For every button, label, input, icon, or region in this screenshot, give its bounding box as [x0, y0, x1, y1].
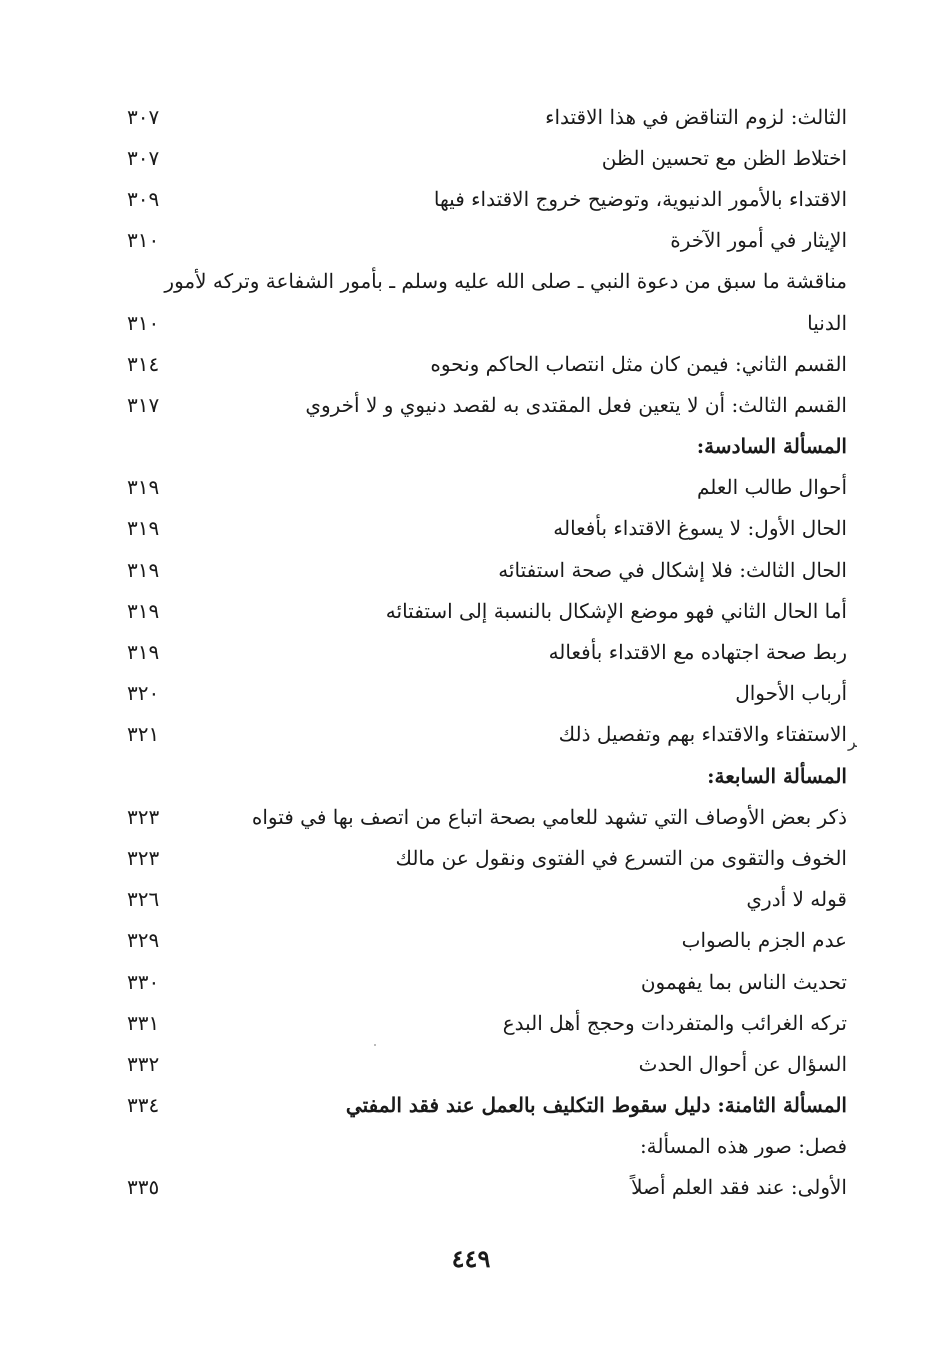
toc-entry-page: ٣١٠ [127, 310, 160, 335]
toc-entry [127, 714, 847, 755]
toc-entry-title: أرباب الأحوال [735, 681, 847, 706]
toc-entry [127, 920, 847, 961]
toc-entry-title: الدنيا [807, 310, 847, 335]
toc-entry-page: ٣٣٥ [127, 1175, 160, 1200]
toc-entry-title: فصل: صور هذه المسألة: [639, 1134, 847, 1159]
toc-entry-title: المسألة السادسة: [696, 434, 847, 459]
toc-entry-title: المسألة السابعة: [707, 763, 847, 788]
toc-entry-page: ٣٠٧ [127, 104, 160, 129]
toc-entry [127, 302, 847, 343]
toc-entry [127, 631, 847, 672]
toc-entry [127, 879, 847, 920]
toc-entry [127, 837, 847, 878]
toc-entry [127, 1002, 847, 1043]
toc-entry-page: ٣٢١ [127, 722, 160, 747]
table-of-contents [127, 96, 847, 1208]
toc-entry-title: ذكر بعض الأوصاف التي تشهد للعامي بصحة اتباع من اتصف بها في فتواه [251, 804, 847, 829]
toc-entry-page: ٣٣٠ [127, 969, 160, 994]
toc-heading [127, 755, 847, 796]
toc-entry-page: ٣٣١ [127, 1010, 160, 1035]
toc-heading [127, 1085, 847, 1126]
toc-entry-title: السؤال عن أحوال الحدث [638, 1051, 847, 1076]
toc-entry-title: تحديث الناس بما يفهمون [640, 969, 847, 994]
toc-entry-page: ٣١٧ [127, 392, 160, 417]
toc-entry-page: ٣٢٠ [127, 681, 160, 706]
toc-entry-page: ٣٢٦ [127, 887, 160, 912]
toc-entry-title: الإيثار في أمور الآخرة [670, 228, 847, 253]
toc-entry [127, 467, 847, 508]
toc-entry [127, 178, 847, 219]
toc-entry-title: اختلاط الظن مع تحسين الظن [601, 145, 847, 170]
toc-entry [127, 96, 847, 137]
toc-entry-page: ٣٠٩ [127, 186, 160, 211]
toc-entry-title: القسم الثالث: أن لا يتعين فعل المقتدى به لقصد دنيوي و لا أخروي [305, 392, 847, 417]
toc-entry-title: الاقتداء بالأمور الدنيوية، وتوضيح خروج الاقتداء فيها [433, 186, 847, 211]
toc-entry-page: ٣٣٢ [127, 1051, 160, 1076]
toc-entry-page: ٣١٩ [127, 516, 160, 541]
toc-entry [127, 508, 847, 549]
toc-entry-title: القسم الثاني: فيمن كان مثل انتصاب الحاكم ونحوه [430, 351, 847, 376]
toc-entry [127, 220, 847, 261]
toc-entry-title: الأولى: عند فقد العلم أصلاً [631, 1175, 847, 1200]
toc-entry-page: ٣٢٣ [127, 845, 160, 870]
toc-entry [127, 1043, 847, 1084]
toc-entry-page: ٣٢٩ [127, 928, 160, 953]
toc-entry-page: ٣١٤ [127, 351, 160, 376]
toc-entry [127, 137, 847, 178]
toc-entry-title: أحوال طالب العلم [696, 475, 847, 500]
toc-entry [127, 1167, 847, 1208]
toc-heading [127, 426, 847, 467]
toc-entry [127, 673, 847, 714]
toc-entry [127, 384, 847, 425]
toc-entry-title: تركه الغرائب والمتفردات وحجج أهل البدع [502, 1010, 847, 1035]
toc-entry-title: قوله لا أدري [746, 887, 847, 912]
page-number: ٤٤٩ [451, 1244, 491, 1273]
toc-entry [127, 549, 847, 590]
toc-entry [127, 961, 847, 1002]
toc-entry-page: ٣٠٧ [127, 145, 160, 170]
toc-entry-page: ٣٢٣ [127, 804, 160, 829]
toc-entry-title: ربط صحة اجتهاده مع الاقتداء بأفعاله [548, 640, 847, 665]
toc-entry-page: ٣١٠ [127, 228, 160, 253]
toc-entry [127, 261, 847, 302]
toc-entry-page: ٣١٩ [127, 640, 160, 665]
toc-entry [127, 590, 847, 631]
toc-entry [127, 343, 847, 384]
toc-entry-title: مناقشة ما سبق من دعوة النبي ـ صلى الله عليه وسلم ـ بأمور الشفاعة وتركه لأمور [164, 269, 847, 294]
toc-entry-page: ٣١٩ [127, 557, 160, 582]
toc-entry [127, 1126, 847, 1167]
toc-entry-title: عدم الجزم بالصواب [681, 928, 847, 953]
toc-entry-page: ٣٣٤ [127, 1093, 160, 1118]
speck [374, 1044, 376, 1046]
toc-entry-title: الاستفتاء والاقتداء بهم وتفصيل ذلك [558, 722, 847, 747]
toc-entry-title: المسألة الثامنة: دليل سقوط التكليف بالعمل عند فقد المفتي [345, 1093, 847, 1118]
toc-entry-title: الحال الأول: لا يسوغ الاقتداء بأفعاله [553, 516, 847, 541]
toc-entry-title: أما الحال الثاني فهو موضع الإشكال بالنسبة إلى استفتائه [385, 598, 847, 623]
margin-mark: ﺮ [848, 732, 857, 751]
toc-entry [127, 796, 847, 837]
toc-entry-title: الخوف والتقوى من التسرع في الفتوى ونقول عن مالك [395, 845, 847, 870]
toc-entry-page: ٣١٩ [127, 475, 160, 500]
toc-entry-title: الحال الثالث: فلا إشكال في صحة استفتائه [498, 557, 847, 582]
toc-entry-title: الثالث: لزوم التناقض في هذا الاقتداء [545, 104, 847, 129]
toc-entry-page: ٣١٩ [127, 598, 160, 623]
